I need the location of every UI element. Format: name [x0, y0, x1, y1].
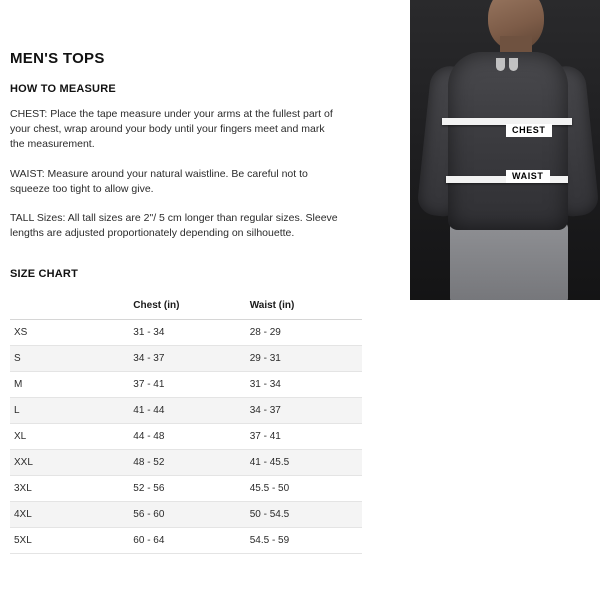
table-row	[10, 423, 362, 449]
cell-chest: 52 - 56	[129, 475, 245, 501]
cell-waist: 50 - 54.5	[246, 501, 362, 527]
cell-size: M	[10, 371, 129, 397]
cell-chest: 41 - 44	[129, 397, 245, 423]
cell-waist: 54.5 - 59	[246, 527, 362, 553]
size-chart-header	[10, 294, 362, 320]
table-row	[10, 371, 362, 397]
table-row	[10, 527, 362, 553]
chest-instructions: CHEST: Place the tape measure under your arms at the fullest part of your chest, wrap around your body until your fingers meet and mark the measurement.	[10, 108, 333, 151]
size-chart-heading: SIZE CHART	[10, 267, 78, 280]
waist-instructions: WAIST: Measure around your natural waistline. Be careful not to squeeze too tight to allow give.	[10, 167, 308, 195]
cell-size: 4XL	[10, 501, 129, 527]
table-header-row	[10, 294, 362, 320]
column-header-waist: Waist (in)	[246, 294, 362, 320]
table-row	[10, 449, 362, 475]
waist-band-label: WAIST	[506, 170, 550, 183]
chest-band-label: CHEST	[506, 124, 552, 137]
cell-size: XXL	[10, 449, 129, 475]
cell-size: 3XL	[10, 475, 129, 501]
column-header-size	[10, 294, 129, 320]
model-pants	[450, 222, 568, 300]
cell-waist: 41 - 45.5	[246, 449, 362, 475]
size-chart-body	[10, 319, 362, 553]
cell-chest: 60 - 64	[129, 527, 245, 553]
cell-chest: 37 - 41	[129, 371, 245, 397]
cell-waist: 29 - 31	[246, 345, 362, 371]
brand-logo-icon	[496, 58, 518, 71]
cell-waist: 31 - 34	[246, 371, 362, 397]
cell-waist: 45.5 - 50	[246, 475, 362, 501]
cell-waist: 34 - 37	[246, 397, 362, 423]
cell-chest: 34 - 37	[129, 345, 245, 371]
table-row	[10, 319, 362, 345]
column-header-chest: Chest (in)	[129, 294, 245, 320]
table-row	[10, 397, 362, 423]
cell-size: L	[10, 397, 129, 423]
table-row	[10, 475, 362, 501]
cell-chest: 31 - 34	[129, 319, 245, 345]
table-row	[10, 501, 362, 527]
cell-size: S	[10, 345, 129, 371]
tall-sizes-instructions: TALL Sizes: All tall sizes are 2"/ 5 cm longer than regular sizes. Sleeve lengths are adjusted proportionately depending on silhouette.	[10, 212, 338, 240]
size-chart-table	[10, 294, 362, 554]
model-photo	[410, 0, 600, 300]
cell-chest: 44 - 48	[129, 423, 245, 449]
cell-waist: 28 - 29	[246, 319, 362, 345]
page-title: MEN'S TOPS	[10, 50, 105, 67]
cell-chest: 56 - 60	[129, 501, 245, 527]
cell-waist: 37 - 41	[246, 423, 362, 449]
model-torso-shirt	[448, 52, 568, 230]
cell-chest: 48 - 52	[129, 449, 245, 475]
cell-size: 5XL	[10, 527, 129, 553]
content-column	[10, 50, 370, 554]
how-to-measure-heading: HOW TO MEASURE	[10, 83, 116, 95]
cell-size: XS	[10, 319, 129, 345]
cell-size: XL	[10, 423, 129, 449]
table-row	[10, 345, 362, 371]
